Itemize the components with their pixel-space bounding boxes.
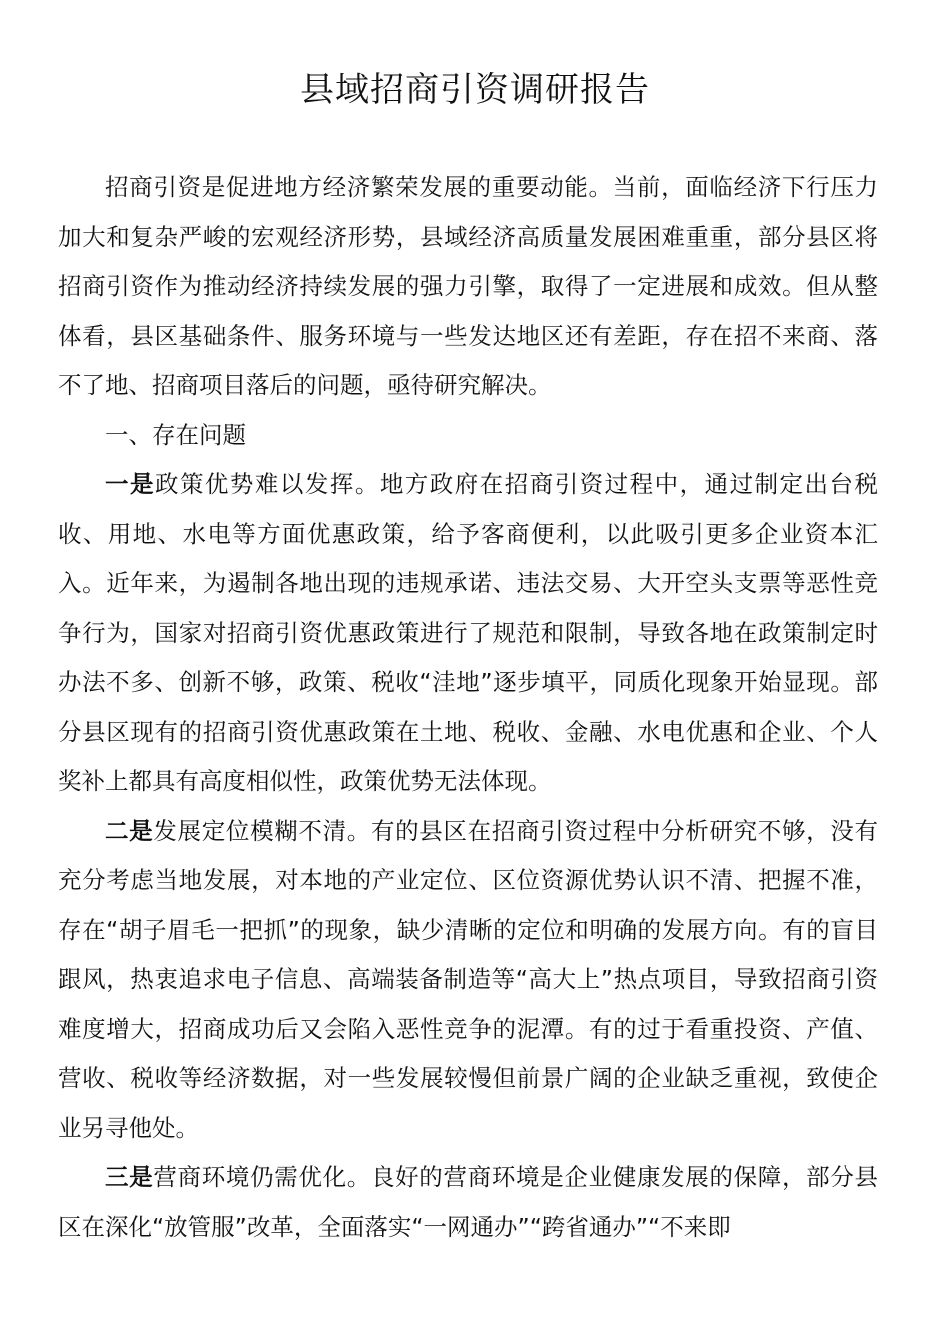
problem-paragraph-2 [58,807,878,1154]
paragraph-text: 发展定位模糊不清。有的县区在招商引资过程中分析研究不够，没有充分考虑当地发展，对本地的产业定位、区位资源优势认识不清、把握不准，存在“胡子眉毛一把抓”的现象，缺少清晰的定位和明确的发展方向。有的盲目跟风，热衷追求电子信息、高端装备制造等“高大上”热点项目，导致招商引资难度增大，招商成功后又会陷入恶性竞争的泥潭。有的过于看重投资、产值、营收、税收等经济数据，对一些发展较慢但前景广阔的企业缺乏重视，致使企业另寻他处。 [58,816,879,1142]
paragraph-lead: 二是 [105,816,154,845]
paragraph-text: 政策优势难以发挥。地方政府在招商引资过程中，通过制定出台税收、用地、水电等方面优惠政策，给予客商便利，以此吸引更多企业资本汇入。近年来，为遏制各地出现的违规承诺、违法交易、大开空头支票等恶性竞争行为，国家对招商引资优惠政策进行了规范和限制，导致各地在政策制定时办法不多、创新不够，政策、税收“洼地”逐步填平，同质化现象开始显现。部分县区现有的招商引资优惠政策在土地、税收、金融、水电优惠和企业、个人奖补上都具有高度相似性，政策优势无法体现。 [58,470,879,795]
intro-paragraph: 招商引资是促进地方经济繁荣发展的重要动能。当前，面临经济下行压力加大和复杂严峻的宏观经济形势，县域经济高质量发展困难重重，部分县区将招商引资作为推动经济持续发展的强力引擎，取得了一定进展和成效。但从整体看，县区基础条件、服务环境与一些发达地区还有差距，存在招不来商、落不了地、招商项目落后的问题，亟待研究解决。 [58,173,878,399]
section-heading: 一、存在问题 [105,420,246,449]
paragraph-text: 营商环境仍需优化。良好的营商环境是企业健康发展的保障，部分县区在深化“放管服”改革，全面落实“一网通办”“跨省通办”“不来即 [58,1163,879,1241]
problem-paragraph-3 [58,1153,878,1252]
paragraph-lead: 一是 [105,470,155,498]
paragraph-lead: 三是 [105,1163,154,1191]
problem-paragraph-1 [58,460,878,807]
document-body [58,163,878,1252]
page-title: 县域招商引资调研报告 [300,70,650,110]
